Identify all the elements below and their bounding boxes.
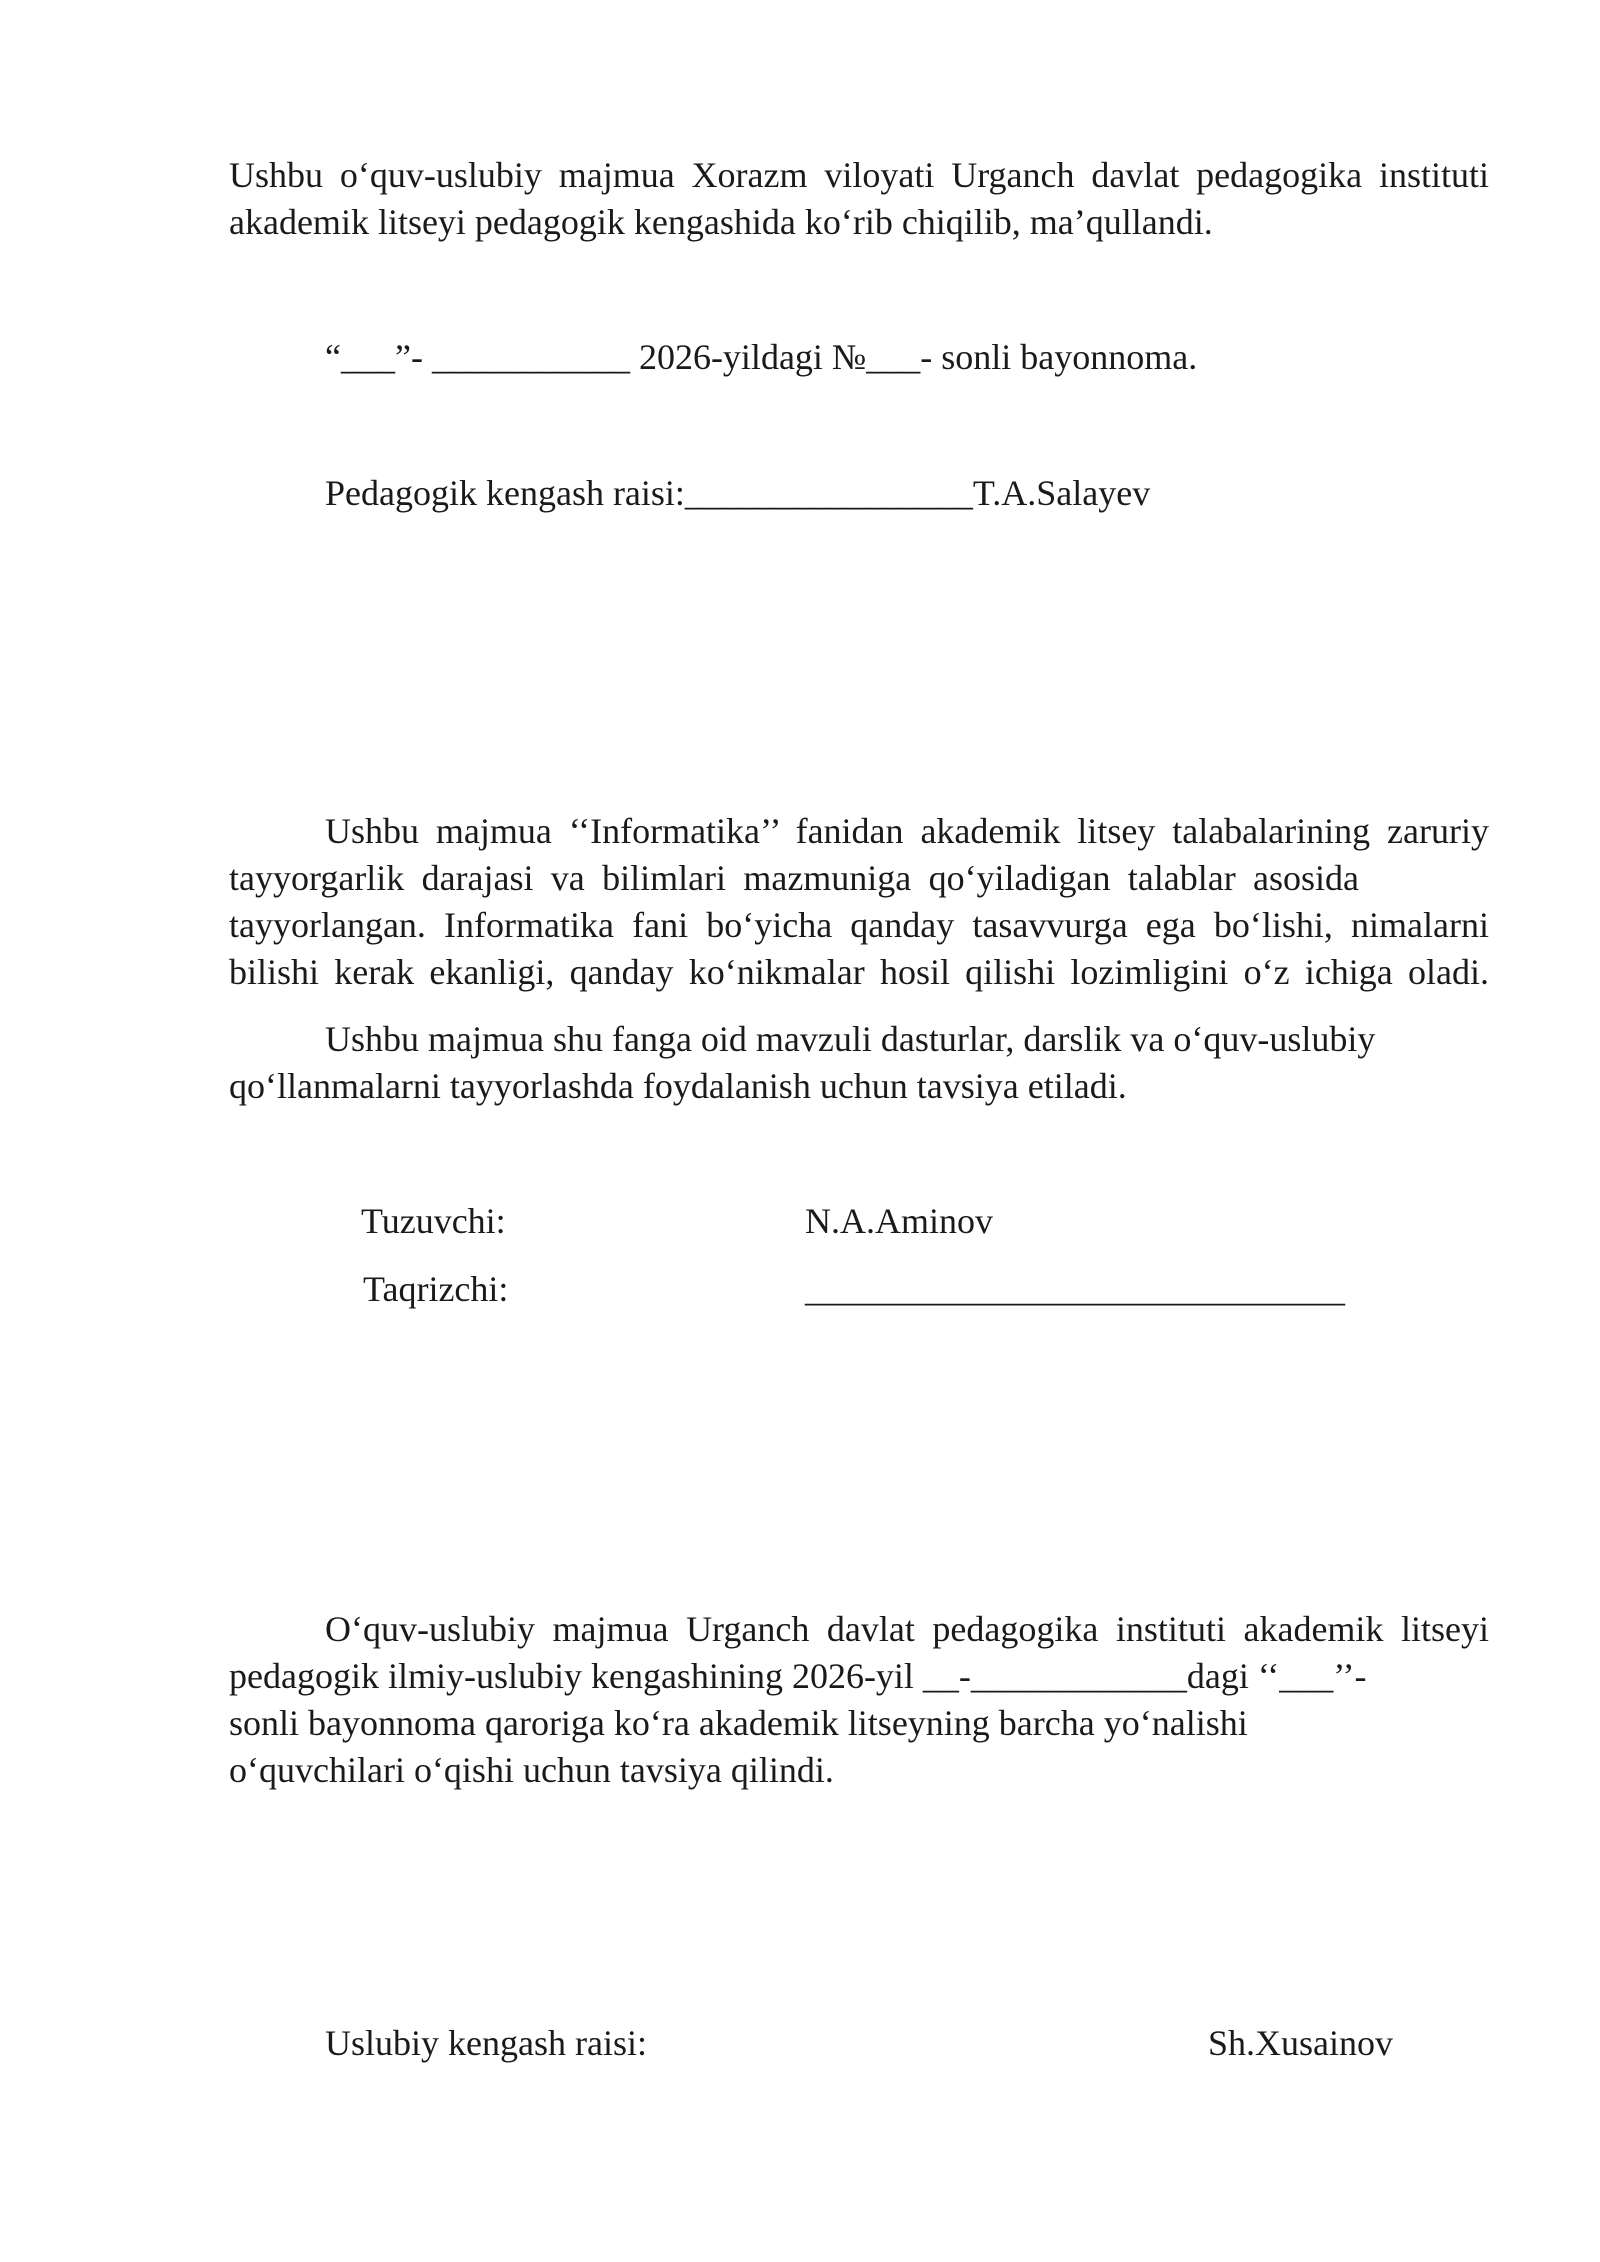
description-p1-line-3: tayyorlangan. Informatika fani bo‘yicha qanday tasavvurga ega bo‘lishi, nimalarni	[229, 905, 1489, 945]
description-p1-line-2: tayyorgarlik darajasi va bilimlari mazmuniga qo‘yiladigan talablar asosida	[229, 858, 1359, 898]
recommendation-line-2: pedagogik ilmiy-uslubiy kengashining 2026-yil __-____________dagi ‘‘___’’-	[229, 1656, 1367, 1696]
recommendation-line-4: o‘quvchilari o‘qishi uchun tavsiya qilindi.	[229, 1750, 834, 1790]
recommendation-line-1: O‘quv-uslubiy majmua Urganch davlat pedagogika instituti akademik litseyi	[325, 1609, 1489, 1649]
methodical-chair-name: Sh.Xusainov	[1208, 2023, 1394, 2063]
reviewer-signature-line: ______________________________	[805, 1269, 1345, 1309]
approval-note-line-1: Ushbu o‘quv-uslubiy majmua Xorazm viloyati Urganch davlat pedagogika instituti	[229, 155, 1489, 195]
compiler-name: N.A.Aminov	[805, 1201, 993, 1241]
methodical-chair-label: Uslubiy kengash raisi:	[325, 2023, 647, 2063]
description-p2-line-1: Ushbu majmua shu fanga oid mavzuli dasturlar, darslik va o‘quv-uslubiy	[325, 1019, 1376, 1059]
protocol-line: “___”- ___________ 2026-yildagi №___- sonli bayonnoma.	[325, 337, 1198, 377]
approval-note	[229, 152, 1489, 246]
reviewer-label: Taqrizchi:	[363, 1269, 509, 1309]
description-paragraph-2	[229, 1016, 1489, 1110]
description-paragraph-1	[229, 808, 1489, 996]
description-p2-line-2: qo‘llanmalarni tayyorlashda foydalanish uchun tavsiya etiladi.	[229, 1066, 1127, 1106]
recommendation-paragraph	[229, 1606, 1489, 1794]
recommendation-line-3: sonli bayonnoma qaroriga ko‘ra akademik litseyning barcha yo‘nalishi	[229, 1703, 1248, 1743]
description-p1-line-1: Ushbu majmua ‘‘Informatika’’ fanidan akademik litsey talabalarining zaruriy	[325, 811, 1489, 851]
compiler-label: Tuzuvchi:	[361, 1201, 506, 1241]
description-p1-line-4: bilishi kerak ekanligi, qanday ko‘nikmalar hosil qilishi lozimligini o‘z ichiga oladi.	[229, 952, 1489, 992]
approval-note-line-2: akademik litseyi pedagogik kengashida ko‘rib chiqilib, ma’qullandi.	[229, 202, 1213, 242]
council-chair-signature: Pedagogik kengash raisi:________________T.A.Salayev	[325, 473, 1151, 513]
